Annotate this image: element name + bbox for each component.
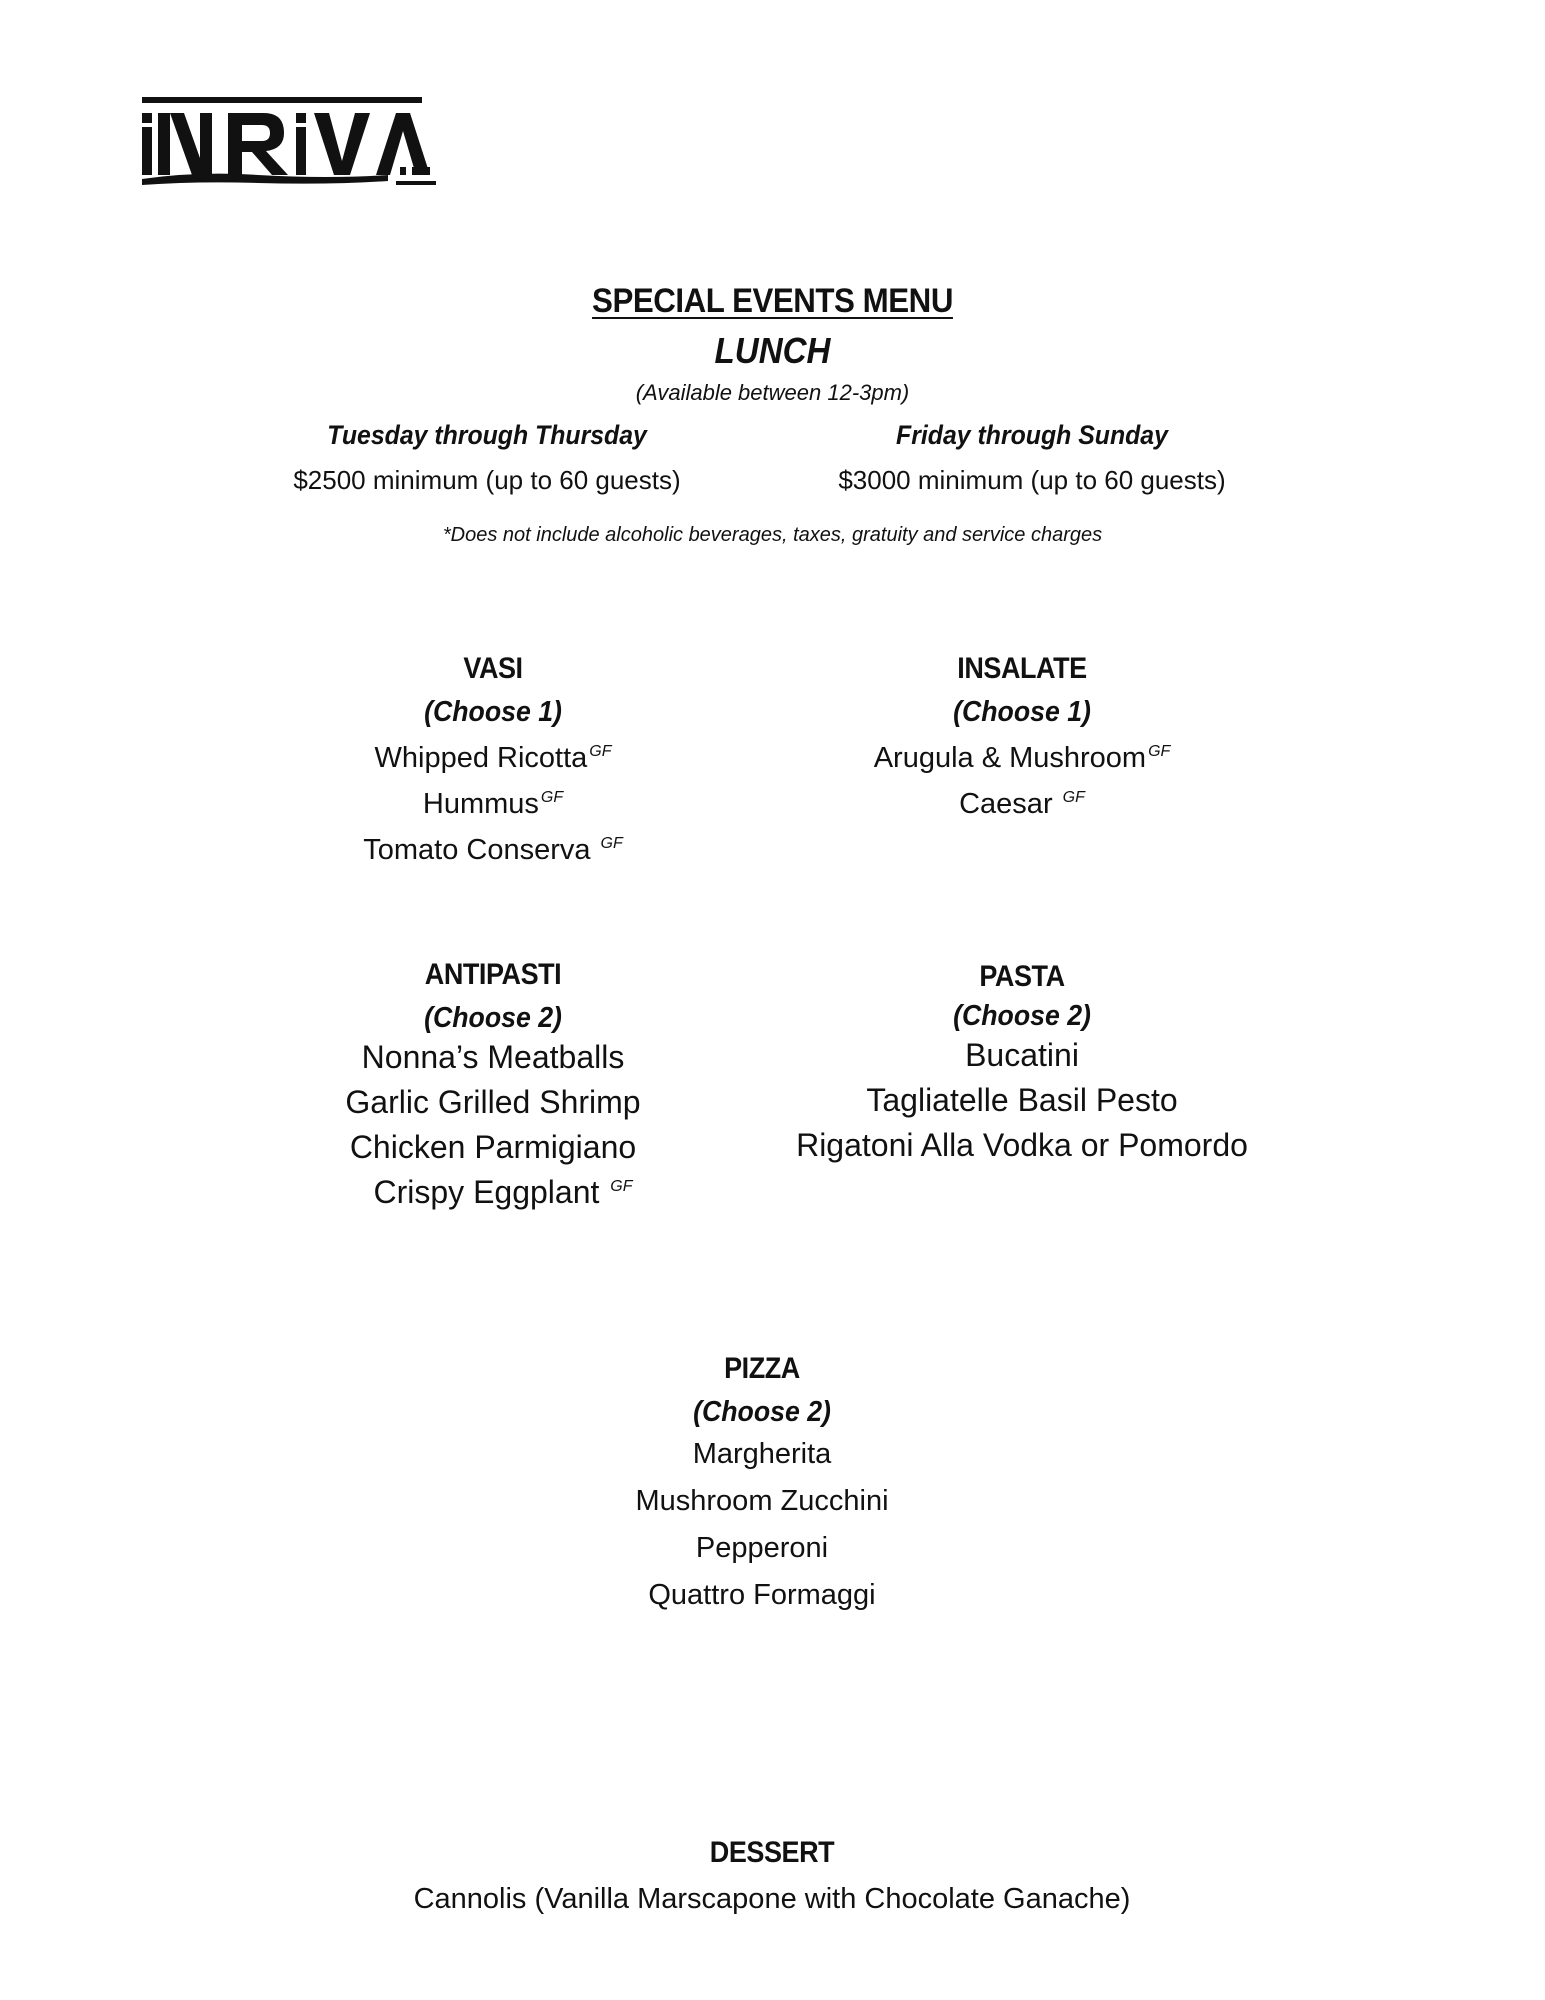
menu-item: Rigatoni Alla Vodka or Pomordo [796,1127,1248,1163]
menu-item: Garlic Grilled Shrimp [345,1084,641,1120]
section-items [213,735,773,873]
section-title: ANTIPASTI [424,958,562,991]
section-items [213,1035,773,1215]
section-choose: (Choose 2) [693,1396,831,1428]
section-items [482,1431,1042,1619]
section-vasi [213,652,773,873]
menu-item: Tomato Conserva $^{GF}$ [363,834,623,866]
menu-item: Crispy Eggplant $^{GF}$ [373,1174,633,1210]
gf-marker: GF [540,789,564,807]
section-title: PIZZA [724,1352,800,1385]
section-dessert [272,1836,1272,1922]
menu-item: Margherita [692,1438,832,1470]
section-title: INSALATE [957,652,1087,685]
menu-item: Whipped Ricotta $^{GF}$ [374,742,612,774]
gf-marker: GF [1062,789,1085,807]
menu-item: Nonna’s Meatballs [361,1039,625,1075]
pricing-days: Tuesday through Thursday [327,420,647,450]
menu-item: Arugula & Mushroom $^{GF}$ [873,742,1171,774]
gf-marker: GF [1148,743,1171,761]
section-choose: (Choose 2) [424,1002,562,1034]
pricing-days: Friday through Sunday [896,420,1168,450]
section-items [742,1033,1302,1168]
section-pasta [742,960,1302,1168]
pricing-note: *Does not include alcoholic beverages, taxes, gratuity and service charges [442,524,1103,546]
section-title: DESSERT [709,1836,835,1869]
menu-item: Quattro Formaggi [648,1579,876,1611]
menu-item: Hummus $^{GF}$ [422,788,564,820]
menu-title: SPECIAL EVENTS MENU [592,282,953,320]
gf-marker: GF [610,1178,633,1196]
section-items [742,735,1302,827]
menu-item: Tagliatelle Basil Pesto [866,1082,1178,1118]
menu-item: Caesar $^{GF}$ [959,788,1085,820]
section-insalate [742,652,1302,827]
pricing-price: $2500 minimum (up to 60 guests) [293,465,681,495]
menu-item: Pepperoni [695,1532,829,1564]
menu-item: Bucatini [965,1037,1079,1073]
gf-marker: GF [589,743,612,761]
pricing-weekend [732,420,1332,496]
menu-item: Mushroom Zucchini [635,1485,889,1517]
section-antipasti [213,958,773,1215]
section-choose: (Choose 1) [953,696,1091,728]
in-riva-logo [138,95,443,190]
menu-item: Chicken Parmigiano [349,1129,637,1165]
pricing-price: $3000 minimum (up to 60 guests) [838,465,1226,495]
gf-marker: GF [600,835,623,853]
availability-hours: (Available between 12-3pm) [635,380,910,405]
section-pizza [482,1352,1042,1619]
section-title: PASTA [979,960,1065,993]
section-choose: (Choose 2) [953,1000,1091,1032]
pricing-weekday [187,420,787,496]
menu-item: Cannolis (Vanilla Marscapone with Chocolate Ganache) [413,1883,1131,1915]
section-choose: (Choose 1) [424,696,562,728]
section-title: VASI [463,652,523,685]
menu-subtitle: LUNCH [714,330,831,371]
